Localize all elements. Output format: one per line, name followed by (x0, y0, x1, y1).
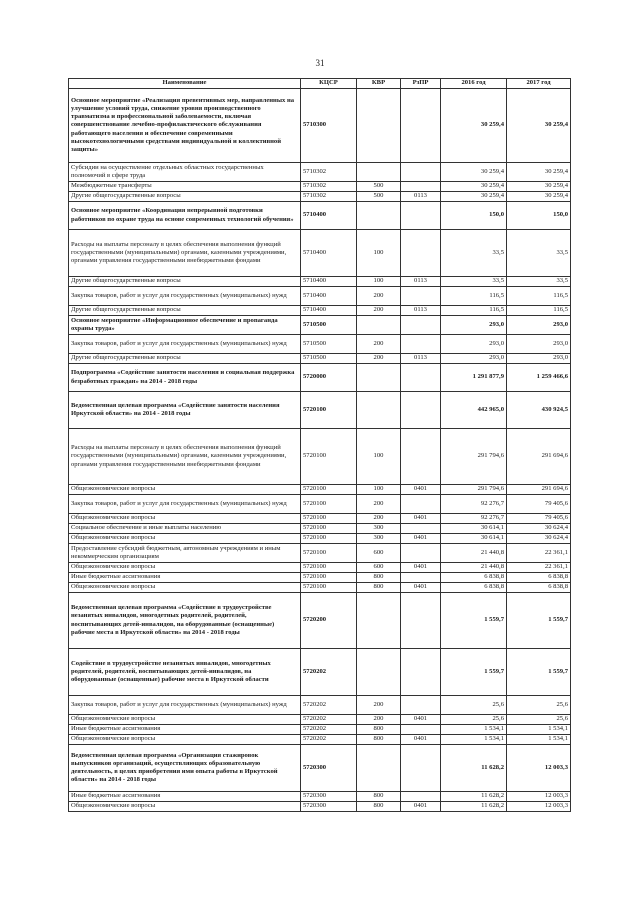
cell-y2017: 30 259,4 (507, 89, 571, 163)
cell-y2016: 92 276,7 (441, 495, 507, 514)
cell-name: Ведомственная целевая программа «Содействие занятости населения Иркутской области» на 2014 - 2018 годы (69, 392, 301, 429)
cell-kvr (357, 202, 401, 230)
cell-name: Закупка товаров, работ и услуг для государственных (муниципальных) нужд (69, 495, 301, 514)
table-row (69, 364, 571, 392)
cell-y2016: 116,5 (441, 287, 507, 306)
cell-rzpr (401, 524, 441, 534)
cell-name: Общеэкономические вопросы (69, 534, 301, 544)
header-2016: 2016 год (441, 79, 507, 89)
cell-kvr (357, 316, 401, 335)
cell-name: Общеэкономические вопросы (69, 715, 301, 725)
cell-y2016: 30 259,4 (441, 192, 507, 202)
cell-kvr: 800 (357, 583, 401, 593)
cell-y2016: 1 534,1 (441, 735, 507, 745)
cell-name: Другие общегосударственные вопросы (69, 277, 301, 287)
table-row (69, 230, 571, 277)
cell-y2016: 30 614,1 (441, 524, 507, 534)
budget-table (68, 78, 571, 812)
cell-y2017: 12 003,3 (507, 745, 571, 792)
cell-kcsr: 5710302 (301, 192, 357, 202)
cell-name: Другие общегосударственные вопросы (69, 354, 301, 364)
cell-y2016: 6 838,8 (441, 573, 507, 583)
cell-name: Предоставление субсидий бюджетным, автономным учреждениям и иным некоммерческим организациям (69, 544, 301, 563)
cell-y2017: 1 559,7 (507, 593, 571, 649)
cell-y2016: 11 628,2 (441, 792, 507, 802)
cell-y2016: 30 259,4 (441, 163, 507, 182)
cell-rzpr (401, 792, 441, 802)
cell-y2017: 293,0 (507, 335, 571, 354)
cell-name: Ведомственная целевая программа «Организация стажировок выпускников организаций, осуществляющих образовательную деятельность, в целях приобретения ими опыта работы в Иркутской области» на 2014 - 2018 годы (69, 745, 301, 792)
table-body (69, 89, 571, 812)
cell-kcsr: 5720200 (301, 593, 357, 649)
table-row (69, 573, 571, 583)
table-row (69, 524, 571, 534)
cell-rzpr (401, 287, 441, 306)
table-row (69, 202, 571, 230)
cell-kvr: 100 (357, 429, 401, 485)
cell-y2016: 11 628,2 (441, 802, 507, 812)
cell-rzpr (401, 745, 441, 792)
cell-rzpr (401, 230, 441, 277)
cell-kcsr: 5720100 (301, 573, 357, 583)
cell-kvr: 200 (357, 354, 401, 364)
cell-rzpr: 0401 (401, 735, 441, 745)
cell-rzpr: 0113 (401, 277, 441, 287)
cell-name: Содействие в трудоустройстве незанятых инвалидов, многодетных родителей, родителей, воспитывающих детей-инвалидов, на оборудованные (оснащенные) рабочие места в Иркутской области (69, 649, 301, 696)
cell-kcsr: 5710400 (301, 202, 357, 230)
cell-kvr: 800 (357, 735, 401, 745)
header-2017: 2017 год (507, 79, 571, 89)
cell-rzpr: 0401 (401, 563, 441, 573)
cell-y2016: 291 794,6 (441, 485, 507, 495)
cell-y2017: 293,0 (507, 354, 571, 364)
cell-name: Основное мероприятие «Координация непрерывной подготовки работников по охране труда на основе современных технологий обучения» (69, 202, 301, 230)
cell-name: Иные бюджетные ассигнования (69, 725, 301, 735)
table-row (69, 583, 571, 593)
cell-rzpr (401, 593, 441, 649)
cell-y2017: 25,6 (507, 715, 571, 725)
cell-kcsr: 5720100 (301, 583, 357, 593)
table-row (69, 735, 571, 745)
cell-rzpr (401, 163, 441, 182)
cell-y2017: 30 259,4 (507, 163, 571, 182)
table-row (69, 277, 571, 287)
cell-kvr: 500 (357, 192, 401, 202)
cell-rzpr (401, 429, 441, 485)
cell-kcsr: 5720100 (301, 392, 357, 429)
cell-y2016: 1 559,7 (441, 593, 507, 649)
cell-y2016: 442 965,0 (441, 392, 507, 429)
cell-kcsr: 5720100 (301, 524, 357, 534)
cell-rzpr (401, 649, 441, 696)
cell-name: Другие общегосударственные вопросы (69, 306, 301, 316)
cell-kcsr: 5710400 (301, 306, 357, 316)
cell-y2017: 30 624,4 (507, 524, 571, 534)
cell-y2016: 25,6 (441, 715, 507, 725)
cell-kcsr: 5720000 (301, 364, 357, 392)
table-row (69, 514, 571, 524)
cell-kvr: 300 (357, 534, 401, 544)
cell-y2017: 79 405,6 (507, 495, 571, 514)
cell-y2016: 92 276,7 (441, 514, 507, 524)
table-row (69, 182, 571, 192)
cell-y2017: 30 624,4 (507, 534, 571, 544)
cell-kcsr: 5720202 (301, 696, 357, 715)
cell-rzpr (401, 89, 441, 163)
cell-y2017: 116,5 (507, 287, 571, 306)
cell-y2016: 291 794,6 (441, 429, 507, 485)
cell-y2016: 33,5 (441, 230, 507, 277)
cell-kvr: 200 (357, 287, 401, 306)
cell-y2017: 1 534,1 (507, 735, 571, 745)
cell-name: Общеэкономические вопросы (69, 802, 301, 812)
cell-y2017: 12 003,3 (507, 792, 571, 802)
cell-name: Подпрограмма «Содействие занятости населения и социальная поддержка безработных граждан» на 2014 - 2018 годы (69, 364, 301, 392)
cell-y2016: 21 440,8 (441, 544, 507, 563)
cell-name: Социальное обеспечение и иные выплаты населению (69, 524, 301, 534)
cell-name: Иные бюджетные ассигнования (69, 573, 301, 583)
table-row (69, 335, 571, 354)
cell-y2017: 291 694,6 (507, 429, 571, 485)
cell-kvr: 600 (357, 544, 401, 563)
cell-y2016: 30 614,1 (441, 534, 507, 544)
cell-y2017: 430 924,5 (507, 392, 571, 429)
cell-y2016: 293,0 (441, 335, 507, 354)
table-row (69, 649, 571, 696)
table-row (69, 89, 571, 163)
header-kcsr: КЦСР (301, 79, 357, 89)
cell-rzpr: 0401 (401, 534, 441, 544)
cell-kvr (357, 89, 401, 163)
table-row (69, 306, 571, 316)
cell-kvr (357, 392, 401, 429)
cell-rzpr (401, 392, 441, 429)
cell-kcsr: 5710300 (301, 89, 357, 163)
cell-rzpr: 0113 (401, 306, 441, 316)
cell-kcsr: 5720100 (301, 563, 357, 573)
cell-kcsr: 5710302 (301, 163, 357, 182)
cell-kvr: 300 (357, 524, 401, 534)
cell-kvr (357, 163, 401, 182)
cell-rzpr: 0113 (401, 354, 441, 364)
table-header-row (69, 79, 571, 89)
table-row (69, 715, 571, 725)
cell-kcsr: 5720100 (301, 534, 357, 544)
page-number: 31 (315, 58, 325, 68)
cell-y2016: 116,5 (441, 306, 507, 316)
cell-y2016: 293,0 (441, 316, 507, 335)
cell-rzpr (401, 696, 441, 715)
cell-y2017: 116,5 (507, 306, 571, 316)
cell-rzpr (401, 725, 441, 735)
cell-rzpr (401, 316, 441, 335)
table-row (69, 485, 571, 495)
cell-rzpr (401, 364, 441, 392)
cell-kvr: 200 (357, 696, 401, 715)
cell-y2016: 33,5 (441, 277, 507, 287)
header-rzpr: РзПР (401, 79, 441, 89)
cell-kvr: 500 (357, 182, 401, 192)
table-row (69, 163, 571, 182)
cell-kvr: 200 (357, 514, 401, 524)
cell-y2017: 22 361,1 (507, 563, 571, 573)
cell-y2016: 25,6 (441, 696, 507, 715)
cell-kcsr: 5720300 (301, 792, 357, 802)
cell-kvr (357, 745, 401, 792)
header-kvr: КВР (357, 79, 401, 89)
cell-kcsr: 5720100 (301, 514, 357, 524)
cell-y2017: 6 838,8 (507, 583, 571, 593)
cell-rzpr: 0401 (401, 715, 441, 725)
cell-kcsr: 5720202 (301, 725, 357, 735)
cell-kcsr: 5710400 (301, 277, 357, 287)
cell-y2016: 1 534,1 (441, 725, 507, 735)
cell-kcsr: 5720202 (301, 649, 357, 696)
cell-kvr: 800 (357, 802, 401, 812)
table-row (69, 696, 571, 715)
table-row (69, 745, 571, 792)
cell-kcsr: 5720100 (301, 544, 357, 563)
cell-kcsr: 5720202 (301, 715, 357, 725)
table-row (69, 495, 571, 514)
cell-kcsr: 5720300 (301, 745, 357, 792)
cell-y2016: 293,0 (441, 354, 507, 364)
cell-kcsr: 5720100 (301, 429, 357, 485)
table-row (69, 316, 571, 335)
cell-y2017: 12 003,3 (507, 802, 571, 812)
cell-name: Основное мероприятие «Реализация превентивных мер, направленных на улучшение условий труда, снижение уровня производственного травматизма и профессиональной заболеваемости, включая совершенствование лечебно-профилактического обслуживания работающего населения и обеспечение современными высокотехнологичными средствами индивидуальной и коллективной защиты» (69, 89, 301, 163)
cell-y2017: 1 534,1 (507, 725, 571, 735)
cell-kvr (357, 593, 401, 649)
table-row (69, 534, 571, 544)
table-row (69, 392, 571, 429)
table-row (69, 563, 571, 573)
cell-name: Общеэкономические вопросы (69, 583, 301, 593)
table-row (69, 192, 571, 202)
cell-y2016: 1 559,7 (441, 649, 507, 696)
cell-y2017: 150,0 (507, 202, 571, 230)
cell-rzpr: 0401 (401, 485, 441, 495)
cell-rzpr (401, 335, 441, 354)
cell-y2017: 6 838,8 (507, 573, 571, 583)
cell-rzpr: 0113 (401, 192, 441, 202)
cell-kvr: 800 (357, 725, 401, 735)
cell-name: Общеэкономические вопросы (69, 735, 301, 745)
header-name: Наименование (69, 79, 301, 89)
cell-y2017: 291 694,6 (507, 485, 571, 495)
cell-kvr (357, 364, 401, 392)
cell-kvr: 800 (357, 573, 401, 583)
cell-y2017: 25,6 (507, 696, 571, 715)
cell-kcsr: 5710400 (301, 230, 357, 277)
cell-y2017: 30 259,4 (507, 192, 571, 202)
cell-name: Закупка товаров, работ и услуг для государственных (муниципальных) нужд (69, 335, 301, 354)
cell-kvr: 200 (357, 495, 401, 514)
cell-name: Иные бюджетные ассигнования (69, 792, 301, 802)
cell-kcsr: 5720100 (301, 495, 357, 514)
cell-kvr: 100 (357, 277, 401, 287)
cell-rzpr (401, 182, 441, 192)
table-row (69, 354, 571, 364)
cell-y2017: 33,5 (507, 277, 571, 287)
cell-name: Расходы на выплаты персоналу в целях обеспечения выполнения функций государственными (муниципальными) органами, казенными учреждениями, органами управления государственными внебюджетными фондами (69, 230, 301, 277)
cell-y2016: 21 440,8 (441, 563, 507, 573)
cell-name: Общеэкономические вопросы (69, 563, 301, 573)
cell-name: Закупка товаров, работ и услуг для государственных (муниципальных) нужд (69, 287, 301, 306)
cell-y2017: 22 361,1 (507, 544, 571, 563)
cell-y2017: 33,5 (507, 230, 571, 277)
cell-name: Другие общегосударственные вопросы (69, 192, 301, 202)
cell-kcsr: 5710302 (301, 182, 357, 192)
cell-rzpr: 0401 (401, 802, 441, 812)
cell-name: Ведомственная целевая программа «Содействие в трудоустройстве незанятых инвалидов, многодетных родителей, родителей, воспитывающих детей-инвалидов, на оборудованные (оснащенные) рабочие места в Иркутской области» на 2014 - 2018 годы (69, 593, 301, 649)
table-row (69, 593, 571, 649)
cell-kcsr: 5720202 (301, 735, 357, 745)
cell-kvr (357, 649, 401, 696)
cell-rzpr (401, 573, 441, 583)
cell-rzpr (401, 495, 441, 514)
cell-rzpr (401, 544, 441, 563)
cell-kvr: 200 (357, 715, 401, 725)
cell-y2017: 1 259 466,6 (507, 364, 571, 392)
cell-y2016: 11 628,2 (441, 745, 507, 792)
cell-y2016: 30 259,4 (441, 182, 507, 192)
table-row (69, 792, 571, 802)
cell-kvr: 200 (357, 335, 401, 354)
table-row (69, 725, 571, 735)
cell-name: Расходы на выплаты персоналу в целях обеспечения выполнения функций государственными (муниципальными) органами, казенными учреждениями, органами управления государственными внебюджетными фондами (69, 429, 301, 485)
cell-kvr: 100 (357, 485, 401, 495)
cell-kvr: 200 (357, 306, 401, 316)
table-row (69, 429, 571, 485)
cell-rzpr: 0401 (401, 583, 441, 593)
cell-y2017: 293,0 (507, 316, 571, 335)
cell-rzpr: 0401 (401, 514, 441, 524)
cell-kvr: 800 (357, 792, 401, 802)
table-row (69, 544, 571, 563)
cell-kcsr: 5710500 (301, 335, 357, 354)
cell-name: Основное мероприятие «Информационное обеспечение и пропаганда охраны труда» (69, 316, 301, 335)
cell-name: Закупка товаров, работ и услуг для государственных (муниципальных) нужд (69, 696, 301, 715)
cell-y2017: 1 559,7 (507, 649, 571, 696)
cell-rzpr (401, 202, 441, 230)
cell-y2016: 30 259,4 (441, 89, 507, 163)
cell-name: Общеэкономические вопросы (69, 485, 301, 495)
cell-kcsr: 5710500 (301, 354, 357, 364)
cell-kcsr: 5720100 (301, 485, 357, 495)
cell-y2017: 30 259,4 (507, 182, 571, 192)
cell-y2016: 6 838,8 (441, 583, 507, 593)
cell-name: Общеэкономические вопросы (69, 514, 301, 524)
table-row (69, 802, 571, 812)
cell-kcsr: 5710400 (301, 287, 357, 306)
cell-y2017: 79 405,6 (507, 514, 571, 524)
table-row (69, 287, 571, 306)
cell-y2016: 1 291 877,9 (441, 364, 507, 392)
cell-name: Субсидии на осуществление отдельных областных государственных полномочий в сфере труда (69, 163, 301, 182)
cell-kvr: 600 (357, 563, 401, 573)
cell-kcsr: 5720300 (301, 802, 357, 812)
cell-name: Межбюджетные трансферты (69, 182, 301, 192)
cell-y2016: 150,0 (441, 202, 507, 230)
cell-kvr: 100 (357, 230, 401, 277)
cell-kcsr: 5710500 (301, 316, 357, 335)
